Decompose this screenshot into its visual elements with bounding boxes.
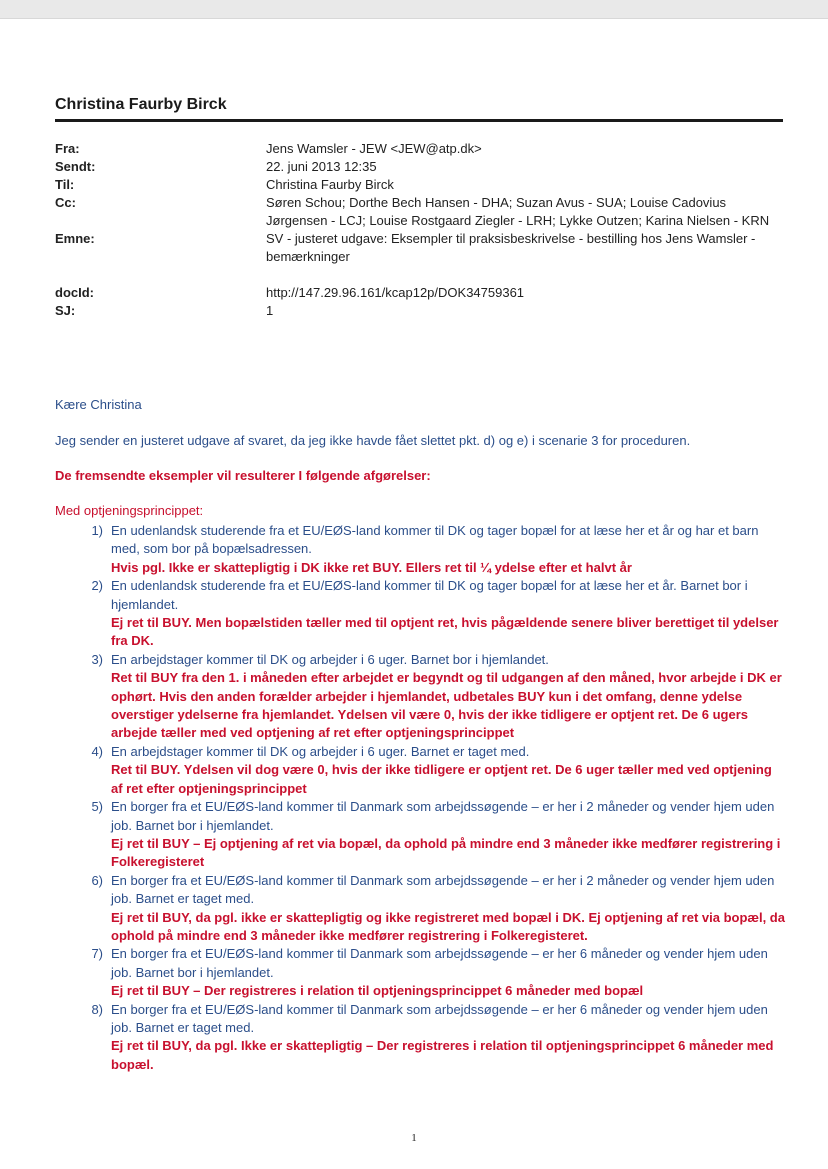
email-body	[55, 396, 785, 1074]
item-number: 3)	[91, 651, 103, 667]
list-item	[55, 798, 785, 872]
item-answer: Ej ret til BUY, da pgl. ikke er skattepligtig og ikke registreret med bopæl i DK. Ej optjening af ret via bopæl, da ophold på mindre end 3 måneder ikke medfører registrering i Folkeregisteret.	[111, 909, 785, 943]
header-row-from	[55, 140, 785, 158]
header-row-sent	[55, 158, 785, 176]
to-value: Christina Faurby Birck	[266, 177, 394, 192]
docid-label: docId:	[55, 285, 94, 300]
list-item	[55, 743, 785, 798]
cc-value: Søren Schou; Dorthe Bech Hansen - DHA; Suzan Avus - SUA; Louise Cadovius Jørgensen - LCJ; Louise Rostgaard Ziegler - LRH; Lykke Outzen; Karina Nielsen - KRN	[266, 195, 770, 228]
item-number: 2)	[91, 578, 103, 594]
item-question: En arbejdstager kommer til DK og arbejder i 6 uger. Barnet bor i hjemlandet.	[111, 651, 549, 667]
header-row-cc	[55, 194, 785, 230]
docid-value: http://147.29.96.161/kcap12p/DOK34759361	[266, 285, 525, 300]
to-label: Til:	[55, 177, 75, 192]
item-question: En borger fra et EU/EØS-land kommer til Danmark som arbejdssøgende – er her 6 måneder og vender hjem uden job. Barnet er taget med.	[111, 1001, 768, 1035]
item-answer: Hvis pgl. Ikke er skattepligtig i DK ikke ret BUY. Ellers ret til ¼ ydelse efter et halvt år	[111, 559, 632, 575]
header-row-docid	[55, 284, 785, 302]
item-number: 5)	[91, 799, 103, 815]
item-answer: Ej ret til BUY, da pgl. Ikke er skattepligtig – Der registreres i relation til optjeningsprincippet 6 måneder med bopæl.	[111, 1038, 774, 1072]
item-answer: Ret til BUY. Ydelsen vil dog være 0, hvis der ikke tidligere er optjent ret. De 6 uger tæller med ved optjening af ret efter optjeningsprincippet	[111, 762, 772, 796]
list-item	[55, 577, 785, 651]
heading-rule	[55, 119, 783, 122]
lead-heading: De fremsendte eksempler vil resulterer I følgende afgørelser:	[55, 468, 431, 483]
principle-heading: Med optjeningsprincippet:	[55, 503, 204, 518]
item-question: En udenlandsk studerende fra et EU/EØS-land kommer til DK og tager bopæl for at læse her et år. Barnet bor i hjemlandet.	[111, 578, 748, 612]
cc-label: Cc:	[55, 195, 76, 210]
item-question: En udenlandsk studerende fra et EU/EØS-land kommer til DK og tager bopæl for at læse her et år og har et barn med, som bor på bopælsadressen.	[111, 523, 759, 557]
item-answer: Ret til BUY fra den 1. i måneden efter arbejdet er begyndt og til udgangen af den måned, hvor arbejde i DK er ophørt. Hvis den anden forælder arbejder i hjemlandet, udbetales BUY kun i det omfang, denne ydelse overstiger ydelserne fra hjemlandet. Ydelsen vil være 0, hvis der ikke tidligere er optjent ret. De 6 ugers arbejde tæller med ved optjening af ret efter optjeningsprincippet	[111, 670, 782, 741]
header-row-subject	[55, 230, 785, 266]
item-content	[105, 872, 785, 946]
item-number: 8)	[91, 1001, 103, 1017]
item-content	[105, 522, 785, 577]
list-item	[55, 1001, 785, 1075]
sj-label: SJ:	[55, 303, 76, 318]
scan-top-border	[0, 0, 828, 19]
list-item	[55, 945, 785, 1000]
list-item	[55, 872, 785, 946]
item-content	[105, 945, 785, 1000]
sent-value: 22. juni 2013 12:35	[266, 159, 377, 174]
sent-label: Sendt:	[55, 159, 96, 174]
subject-value: SV - justeret udgave: Eksempler til praksisbeskrivelse - bestilling hos Jens Wamsler - bemærkninger	[266, 231, 756, 264]
item-content	[105, 1001, 785, 1075]
item-content	[105, 798, 785, 872]
from-label: Fra:	[55, 141, 80, 156]
email-header	[55, 140, 785, 320]
list-item	[55, 651, 785, 743]
item-answer: Ej ret til BUY. Men bopælstiden tæller med til optjent ret, hvis pågældende senere bliver berettiget til ydelser fra DK.	[111, 615, 779, 649]
sender-name-heading: Christina Faurby Birck	[55, 96, 227, 113]
item-answer: Ej ret til BUY – Der registreres i relation til optjeningsprincippet 6 måneder med bopæl	[111, 983, 644, 999]
item-answer: Ej ret til BUY – Ej optjening af ret via bopæl, da ophold på mindre end 3 måneder ikke medfører registrering i Folkeregisteret	[111, 835, 781, 870]
item-number: 4)	[91, 743, 103, 759]
item-question: En borger fra et EU/EØS-land kommer til Danmark som arbejdssøgende – er her i 2 måneder og vender hjem uden job. Barnet er taget med.	[111, 872, 775, 907]
subject-label: Emne:	[55, 231, 95, 246]
item-question: En borger fra et EU/EØS-land kommer til Danmark som arbejdssøgende – er her i 2 måneder og vender hjem uden job. Barnet bor i hjemlandet.	[111, 799, 775, 833]
item-content	[105, 577, 785, 651]
from-value: Jens Wamsler - JEW <JEW@atp.dk>	[266, 141, 482, 156]
item-number: 6)	[91, 872, 103, 888]
page-number: 1	[411, 1132, 417, 1144]
intro-paragraph: Jeg sender en justeret udgave af svaret, da jeg ikke havde fået slettet pkt. d) og e) i scenarie 3 for proceduren.	[55, 433, 691, 448]
sj-value: 1	[266, 303, 274, 318]
item-number: 1)	[91, 523, 103, 538]
greeting: Kære Christina	[55, 397, 142, 412]
examples-list	[55, 522, 785, 1074]
item-question: En arbejdstager kommer til DK og arbejder i 6 uger. Barnet er taget med.	[111, 743, 530, 759]
item-number: 7)	[91, 946, 103, 962]
header-row-sj	[55, 302, 785, 320]
header-row-to	[55, 176, 785, 194]
item-question: En borger fra et EU/EØS-land kommer til Danmark som arbejdssøgende – er her 6 måneder og vender hjem uden job. Barnet bor i hjemlandet.	[111, 946, 768, 980]
list-item	[55, 522, 785, 577]
header-spacer	[55, 266, 785, 284]
item-content	[105, 651, 785, 743]
item-content	[105, 743, 785, 798]
